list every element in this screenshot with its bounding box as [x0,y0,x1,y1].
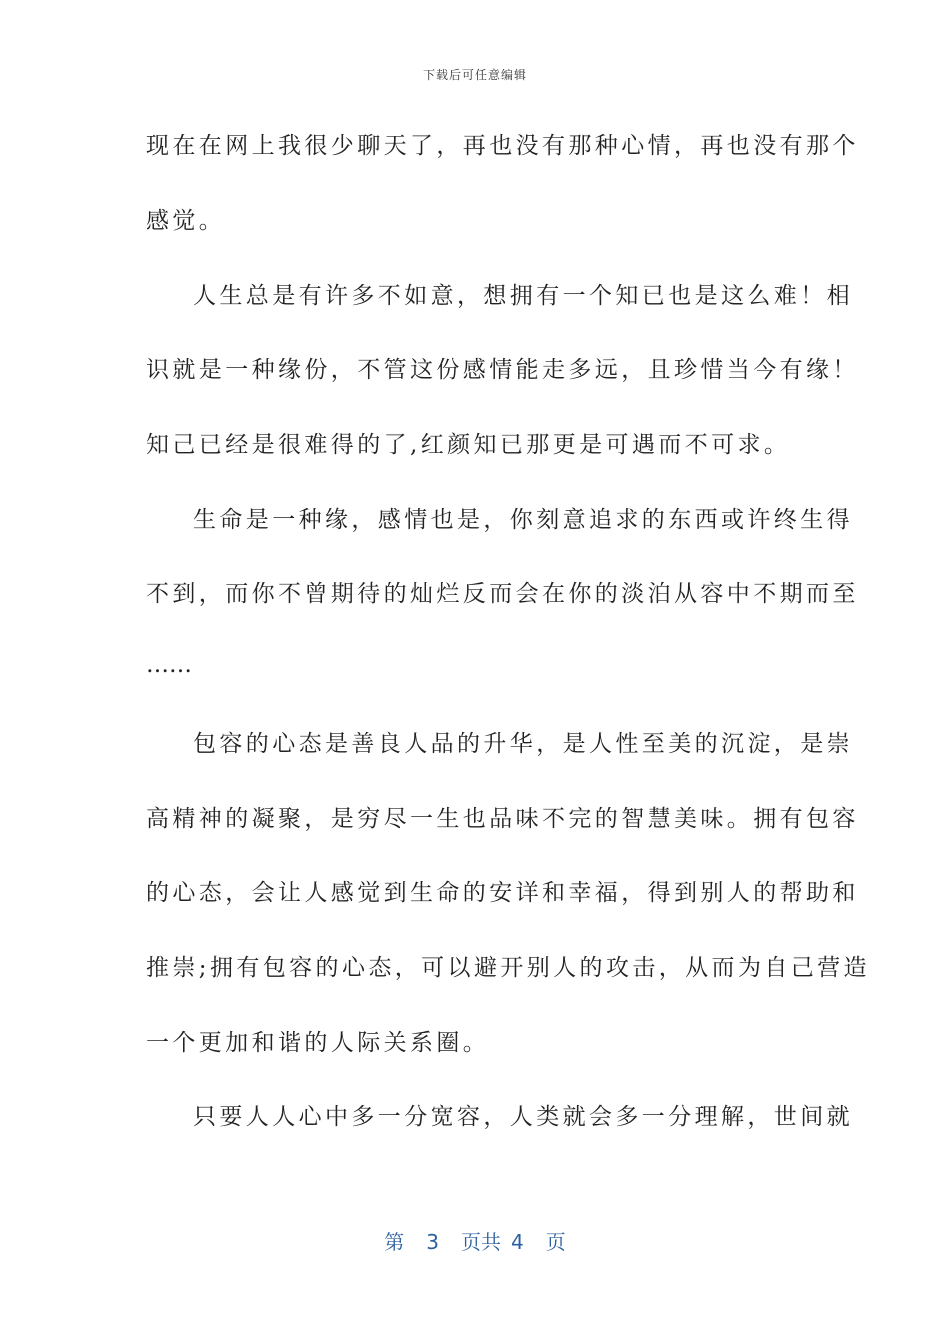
text-line: 不到，而你不曾期待的灿烂反而会在你的淡泊从容中不期而至 [146,581,859,607]
footer-current-page: 3 [426,1230,439,1254]
text-line: 推崇;拥有包容的心态，可以避开别人的攻击，从而为自己营造 [146,955,870,981]
text-line: 高精神的凝聚，是穷尽一生也品味不完的智慧美味。拥有包容 [146,806,859,832]
text-line: 知己已经是很难得的了,红颜知已那更是可遇而不可求。 [146,432,791,458]
footer-middle: 页共 [461,1230,501,1254]
paragraph-first-line: 只要人人心中多一分宽容，人类就会多一分理解，世间就 [193,1104,853,1130]
text-line: 一个更加和谐的人际关系圈。 [146,1030,490,1056]
page-footer [0,1226,950,1255]
header-note: 下载后可任意编辑 [422,68,527,82]
paragraph-first-line: 生命是一种缘，感情也是，你刻意追求的东西或许终生得 [193,507,853,533]
ellipsis-line: …… [146,652,192,678]
footer-prefix: 第 [384,1230,405,1254]
text-line: 识就是一种缘份，不管这份感情能走多远，且珍惜当今有缘！ [146,357,859,383]
paragraph-first-line: 人生总是有许多不如意，想拥有一个知已也是这么难！相 [193,283,853,309]
text-line: 的心态，会让人感觉到生命的安详和幸福，得到别人的帮助和 [146,880,859,906]
footer-suffix: 页 [545,1230,566,1254]
text-line: 感觉。 [146,208,226,234]
text-line: 现在在网上我很少聊天了，再也没有那种心情，再也没有那个 [146,133,859,159]
footer-total-pages: 4 [511,1230,524,1254]
paragraph-first-line: 包容的心态是善良人品的升华，是人性至美的沉淀，是崇 [193,731,853,757]
